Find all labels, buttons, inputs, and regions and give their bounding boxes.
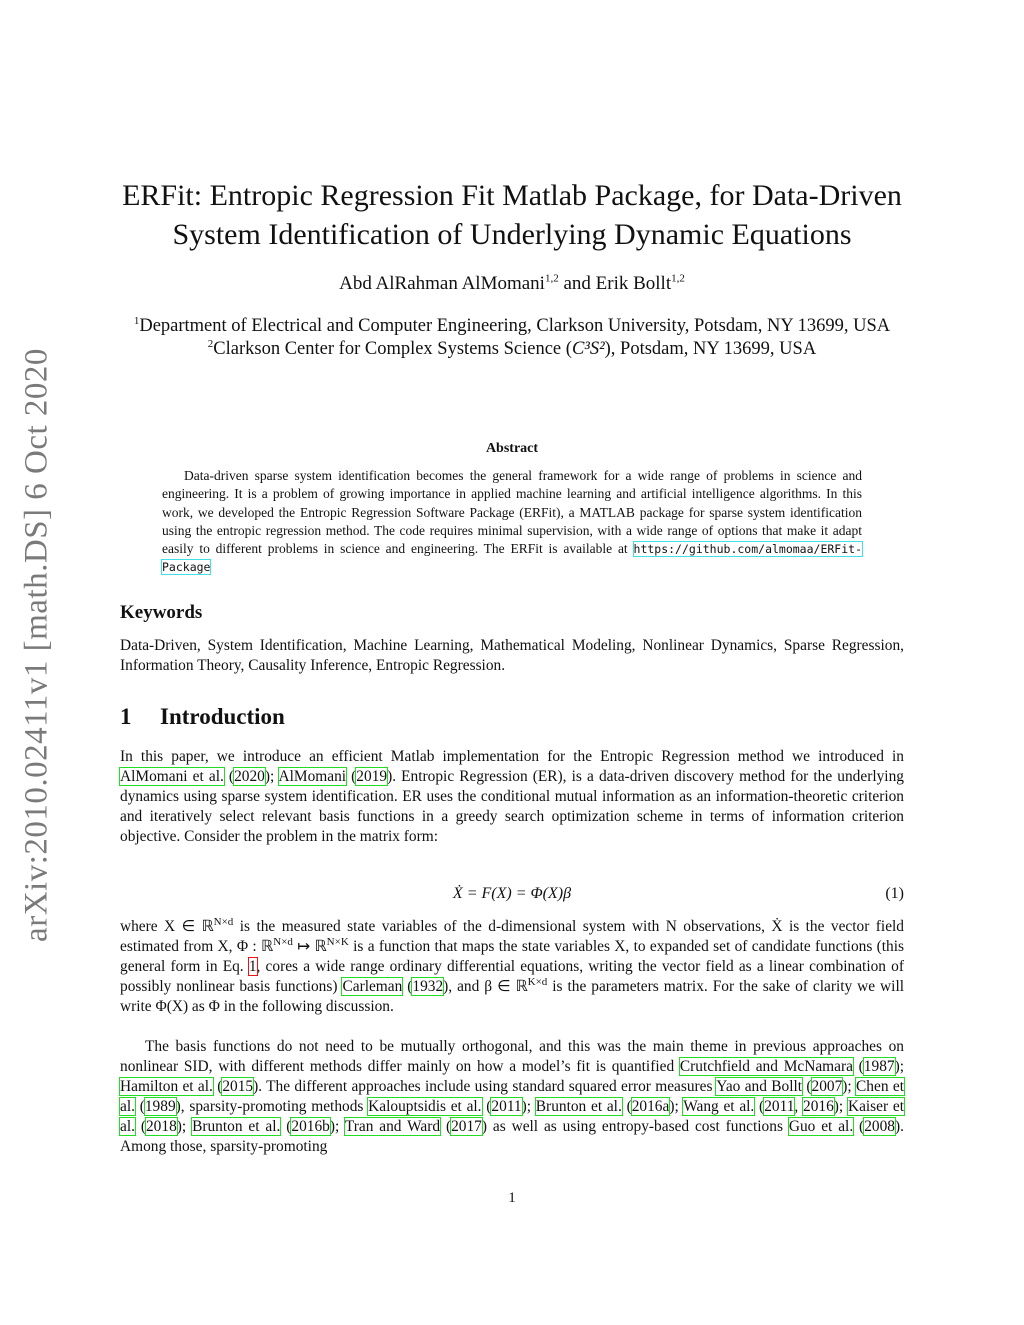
affiliation-2-text-end: ), Potsdam, NY 13699, USA — [604, 339, 817, 359]
citation-link[interactable]: Hamilton et al. — [120, 1078, 213, 1095]
page-number: 1 — [508, 1190, 516, 1206]
text-run: is a function that maps the state variables X, to expanded set of candidate functions (this general form in Eq. — [120, 938, 905, 975]
text-run: ( — [402, 978, 413, 995]
superscript: K×d — [527, 975, 548, 988]
text-run: ), sparsity-promoting methods — [175, 1098, 369, 1115]
citation-year-link[interactable]: 2016b — [291, 1118, 330, 1135]
text-run: where X ∈ ℝ — [120, 918, 214, 935]
citation-year-link[interactable]: 2016 — [803, 1098, 834, 1115]
citation-year-link[interactable]: 2011 — [764, 1098, 795, 1115]
text-run: is the parameters matrix. For the sake of clarity we will write Φ(X) as Φ in the following discussion. — [120, 978, 904, 1015]
citation-link[interactable]: Brunton et al. — [192, 1118, 281, 1135]
text-run: ); — [329, 1118, 345, 1135]
author-1: Abd AlRahman AlMomani — [339, 273, 545, 294]
citation-link[interactable]: AlMomani et al. — [120, 768, 224, 785]
text-run: ); — [176, 1118, 193, 1135]
text-run: ( — [802, 1078, 812, 1095]
title-line-1: ERFit: Entropic Regression Fit Matlab Package, for Data-Driven — [122, 179, 902, 212]
text-run: ( — [440, 1118, 452, 1135]
title-line-2: System Identification of Underlying Dynamic Equations — [172, 218, 852, 251]
citation-year-link[interactable]: 2011 — [491, 1098, 522, 1115]
text-run: , cores a wide range ordinary differential equations, writing the vector field as a linear combination of possibly nonlinear basis functions) — [120, 958, 904, 995]
text-run: ); — [833, 1098, 848, 1115]
text-run: ); — [894, 1058, 904, 1075]
intro-paragraph-2 — [120, 917, 904, 1017]
text-run: ); — [521, 1098, 536, 1115]
citation-year-link[interactable]: 1987 — [863, 1058, 895, 1075]
superscript: N×K — [326, 935, 349, 948]
citation-year-link[interactable]: 1989 — [144, 1098, 176, 1115]
text-run: ( — [212, 1078, 223, 1095]
citation-year-link[interactable]: 1932 — [412, 978, 444, 995]
text-run: ( — [223, 768, 235, 785]
equation-1 — [120, 885, 904, 907]
equation-body: Ẋ = F(X) = Φ(X)β — [452, 885, 572, 902]
citation-link[interactable]: Guo et al. — [788, 1118, 854, 1135]
section-title: Introduction — [160, 704, 285, 729]
abstract-body — [162, 467, 862, 577]
text-run: ( — [481, 1098, 492, 1115]
citation-link[interactable]: AlMomani — [278, 768, 347, 785]
text-run: ( — [852, 1058, 864, 1075]
citation-link[interactable]: Crutchfield and McNamara — [679, 1058, 853, 1075]
intro-paragraph-3 — [120, 1037, 904, 1157]
text-run: ( — [754, 1098, 765, 1115]
author-joiner: and — [558, 273, 596, 294]
author-1-affil: 1,2 — [544, 272, 559, 285]
citation-link[interactable]: Brunton et al. — [535, 1098, 622, 1115]
arxiv-sidebar — [12, 340, 62, 950]
text-run: ( — [280, 1118, 292, 1135]
citation-year-link[interactable]: 2015 — [222, 1078, 254, 1095]
text-run: ). The different approaches include using standard squared error measures — [253, 1078, 717, 1095]
affiliation-1 — [120, 315, 904, 338]
citation-year-link[interactable]: 2019 — [356, 768, 388, 785]
citation-link[interactable]: Tran and Ward — [344, 1118, 441, 1135]
text-run: ( — [853, 1118, 865, 1135]
citation-link[interactable]: Kaiser et al. — [120, 1098, 904, 1135]
citation-year-link[interactable]: 2016a — [631, 1098, 670, 1115]
intro-paragraph-1 — [120, 747, 904, 847]
affiliation-1-text: Department of Electrical and Computer Engineering, Clarkson University, Potsdam, NY 13699, USA — [139, 316, 891, 336]
equation-number: (1) — [885, 885, 904, 902]
text-run: ). Among those, sparsity-promoting — [120, 1118, 904, 1155]
citation-year-link[interactable]: 2008 — [864, 1118, 895, 1135]
text-run: ). Entropic Regression (ER), is a data-driven discovery method for the underlying dynamics using sparse system identification. ER uses the conditional mutual information as an information-theoretic criterion and iteratively select relevant basis functions in a greedy search optimization scheme in terms of information criterion objective. Consider the problem in the matrix form: — [120, 768, 904, 845]
text-run: ), and β ∈ ℝ — [443, 978, 528, 995]
text-run: ) as well as using entropy-based cost functions — [481, 1118, 789, 1135]
text-run: is the measured state variables of the d-dimensional system with N observations, Ẋ is the vector field estimated from X, Φ : ℝ — [120, 918, 904, 955]
keywords-heading: Keywords — [120, 602, 203, 623]
introduction-heading — [120, 704, 285, 730]
text-run: ( — [346, 768, 357, 785]
author-list — [120, 273, 904, 295]
github-url-link[interactable]: https://github.com/almomaa/ERFit-Package — [162, 542, 862, 575]
arxiv-identifier: arXiv:2010.02411v1 [math.DS] 6 Oct 2020 — [18, 348, 55, 942]
citation-year-link[interactable]: 2007 — [811, 1078, 843, 1095]
citation-link[interactable]: Yao and Bollt — [716, 1078, 803, 1095]
affiliation-2-mark: 2 — [207, 337, 214, 350]
text-run: ); — [669, 1098, 684, 1115]
affiliation-2-math: C³S² — [571, 339, 605, 359]
text-run: ( — [134, 1098, 145, 1115]
text-run: ); — [842, 1078, 857, 1095]
paper-title — [120, 176, 904, 254]
abstract-heading: Abstract — [485, 441, 539, 456]
text-run: , — [794, 1098, 804, 1115]
text-run: ↦ ℝ — [292, 938, 327, 955]
keywords-list: Data-Driven, System Identification, Machine Learning, Mathematical Modeling, Nonlinear Dynamics, Sparse Regression, Information Theory, Causality Inference, Entropic Regression. — [120, 637, 904, 674]
citation-year-link[interactable]: 2018 — [145, 1118, 177, 1135]
superscript: N×d — [273, 935, 293, 948]
text-run: ( — [134, 1118, 146, 1135]
affiliation-1-mark: 1 — [133, 314, 140, 327]
citation-link[interactable]: Kalouptsidis et al. — [368, 1098, 482, 1115]
citation-link[interactable]: Wang et al. — [683, 1098, 755, 1115]
affiliation-2 — [120, 338, 904, 361]
author-2: Erik Bollt — [595, 273, 672, 294]
text-run: ); — [264, 768, 279, 785]
citation-link[interactable]: Carleman — [342, 978, 403, 995]
affiliation-2-text: Clarkson Center for Complex Systems Science ( — [213, 339, 572, 359]
citation-link[interactable]: Chen et al. — [120, 1078, 904, 1115]
equation-ref-link[interactable]: 1 — [248, 958, 257, 975]
citation-year-link[interactable]: 2017 — [451, 1118, 482, 1135]
author-2-affil: 1,2 — [671, 272, 685, 285]
text-run: ( — [621, 1098, 632, 1115]
superscript: N×d — [213, 915, 234, 928]
abstract-text: Data-driven sparse system identification becomes the general framework for a wide range of problems in science and engineering. It is a problem of growing importance in applied machine learning and artificial intelligence algorithms. In this work, we developed the Entropic Regression Software Package (ERFit), a MATLAB package for sparse system identification using the entropic regression method. The code requires minimal supervision, with a wide range of options that make it adapt easily to different problems in science and engineering. The ERFit is available at — [162, 468, 862, 557]
section-number: 1 — [120, 704, 132, 729]
citation-year-link[interactable]: 2020 — [234, 768, 265, 785]
affiliations — [120, 315, 904, 361]
text-run: In this paper, we introduce an efficient Matlab implementation for the Entropic Regression method we introduced in — [120, 748, 904, 765]
text-run: The basis functions do not need to be mutually orthogonal, and this was the main theme in previous approaches on nonlinear SID, with different methods differ mainly on how a model’s fit is quantified — [120, 1038, 904, 1075]
